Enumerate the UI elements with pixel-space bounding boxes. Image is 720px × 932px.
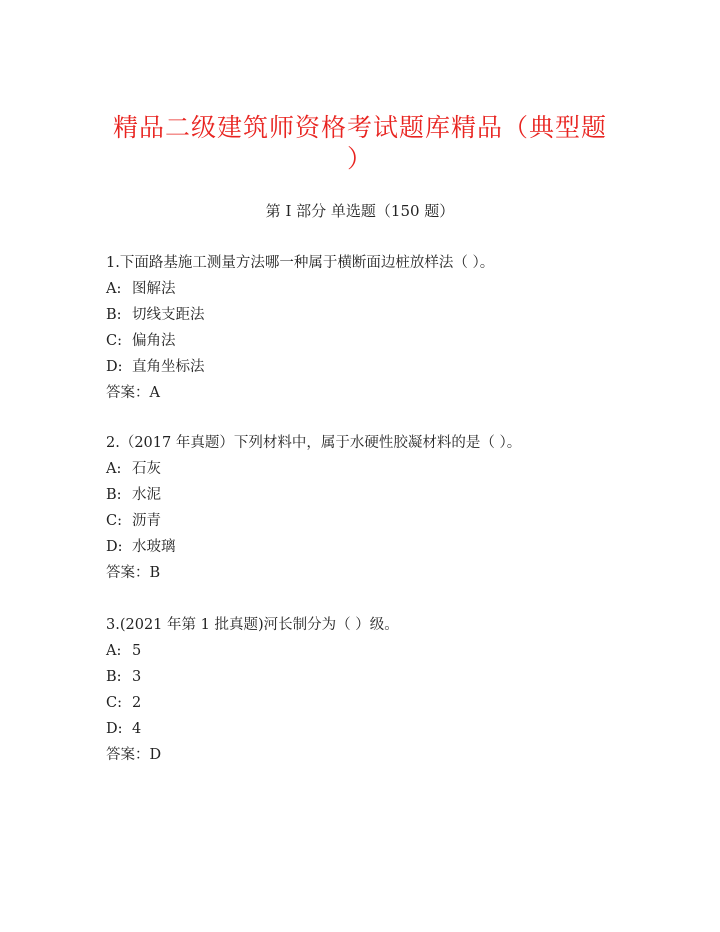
option-letter: A:	[106, 643, 122, 659]
option-b	[106, 302, 666, 328]
answer-line: 答案：B	[106, 565, 161, 581]
option-letter: C:	[106, 695, 122, 711]
option-text: 石灰	[132, 461, 161, 477]
document-title-line-2: ）	[346, 144, 373, 173]
option-text: 图解法	[132, 281, 176, 297]
option-letter: B:	[106, 487, 122, 503]
question-stem: 1.下面路基施工测量方法哪一种属于横断面边桩放样法（ ）。	[106, 255, 495, 271]
option-letter: A:	[106, 281, 122, 297]
option-letter: A:	[106, 461, 122, 477]
option-text: 水泥	[132, 487, 161, 503]
answer-line: 答案：A	[106, 385, 160, 401]
option-d	[106, 534, 666, 560]
option-text: 3	[132, 669, 142, 685]
question-stem: 3.(2021 年第 1 批真题)河长制分为（ ）级。	[106, 617, 399, 633]
question-stem: 2.（2017 年真题）下列材料中，属于水硬性胶凝材料的是（ ）。	[106, 435, 522, 451]
option-text: 沥青	[132, 513, 161, 529]
option-text: 4	[132, 721, 142, 737]
document-title	[100, 112, 620, 174]
question-3	[106, 612, 666, 768]
option-a	[106, 638, 666, 664]
option-c	[106, 690, 666, 716]
option-letter: C:	[106, 333, 122, 349]
option-a	[106, 456, 666, 482]
option-text: 水玻璃	[132, 539, 176, 555]
option-text: 2	[132, 695, 142, 711]
option-d	[106, 354, 666, 380]
option-b	[106, 664, 666, 690]
question-2	[106, 430, 666, 586]
option-text: 5	[132, 643, 142, 659]
option-letter: D:	[106, 539, 123, 555]
option-text: 直角坐标法	[132, 359, 205, 375]
document-title-line-1: 精品二级建筑师资格考试题库精品（典型题	[112, 113, 607, 142]
option-text: 偏角法	[132, 333, 176, 349]
option-b	[106, 482, 666, 508]
option-c	[106, 328, 666, 354]
option-d	[106, 716, 666, 742]
option-letter: D:	[106, 359, 123, 375]
section-heading: 第 I 部分 单选题（150 题）	[265, 202, 455, 220]
option-letter: B:	[106, 307, 122, 323]
option-a	[106, 276, 666, 302]
option-text: 切线支距法	[132, 307, 205, 323]
option-letter: C:	[106, 513, 122, 529]
answer-line: 答案：D	[106, 747, 162, 763]
option-c	[106, 508, 666, 534]
question-1	[106, 250, 666, 406]
option-letter: B:	[106, 669, 122, 685]
option-letter: D:	[106, 721, 123, 737]
